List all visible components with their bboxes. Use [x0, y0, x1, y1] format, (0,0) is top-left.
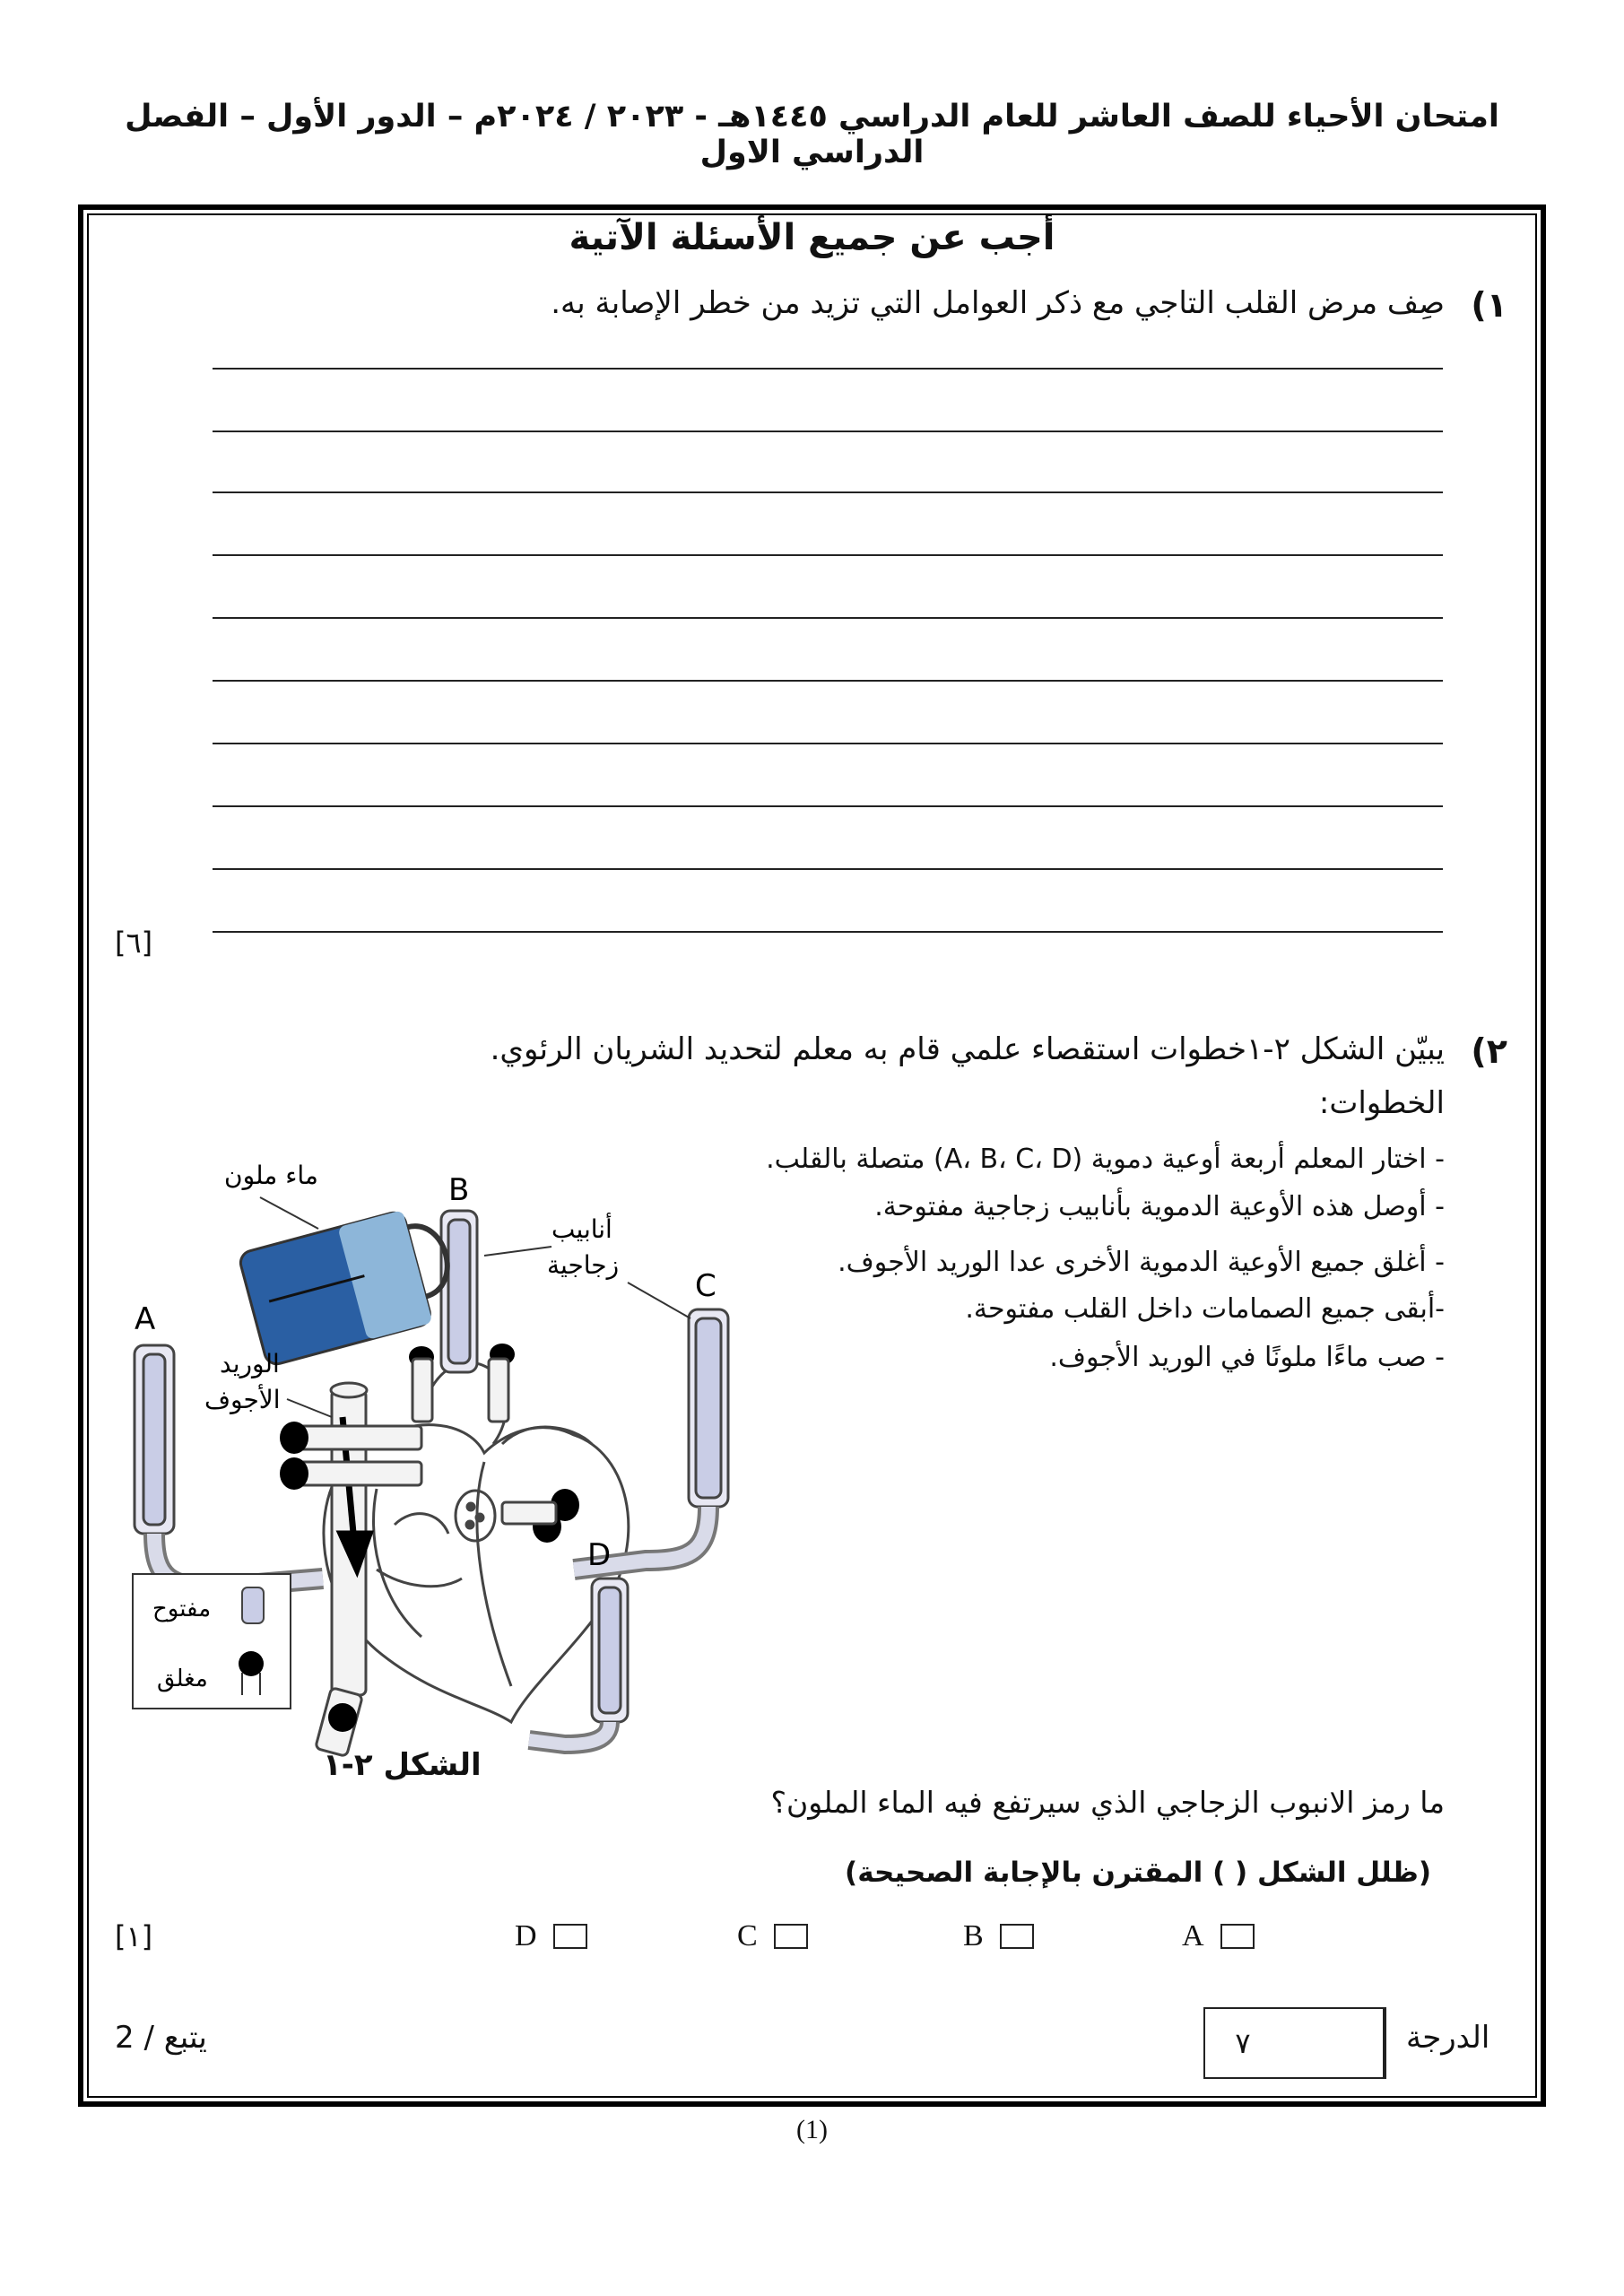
option-a[interactable] — [1182, 1919, 1255, 1953]
heart-figure — [108, 1148, 753, 1758]
question-2-text: يبيّن الشكل ٢-١خطوات استقصاء علمي قام به معلم لتحديد الشريان الرئوي. — [490, 1031, 1445, 1067]
label-a: A — [135, 1301, 156, 1337]
step-item: -أبقى جميع الصمامات داخل القلب مفتوحة. — [965, 1293, 1445, 1325]
step-item: - اختار المعلم أربعة أوعية دموية (A، B، C، D) متصلة بالقلب. — [766, 1144, 1445, 1175]
leader-line — [628, 1283, 690, 1318]
option-c-label: C — [737, 1919, 758, 1952]
grade-value: ٧ — [1235, 2026, 1251, 2060]
label-tubes-2: زجاجية — [547, 1250, 620, 1280]
closed-cap-icon — [239, 1651, 264, 1676]
label-colored-water: ماء ملون — [224, 1161, 318, 1190]
answer-line[interactable] — [213, 868, 1443, 870]
open-tube-icon — [242, 1587, 264, 1623]
answer-line[interactable] — [213, 743, 1443, 744]
instruction-text: (ظلل الشكل ( ) المقترن بالإجابة الصحيحة) — [845, 1857, 1431, 1889]
label-b: B — [448, 1172, 470, 1208]
answer-line[interactable] — [213, 368, 1443, 370]
leader-line — [484, 1247, 551, 1256]
leader-line — [260, 1197, 318, 1229]
grade-label: الدرجة — [1406, 2020, 1490, 2056]
exam-header: امتحان الأحياء للصف العاشر للعام الدراسي ١٤٤٥هـ - ٢٠٢٣ / ٢٠٢٤م – الدور الأول – الفصل الدراسي الاول — [125, 99, 1499, 170]
answer-line[interactable] — [213, 554, 1443, 556]
option-c-checkbox[interactable] — [774, 1924, 808, 1949]
option-c[interactable] — [737, 1919, 808, 1953]
leader-line — [287, 1399, 332, 1417]
option-b-label: B — [963, 1919, 984, 1952]
answer-line[interactable] — [213, 430, 1443, 432]
option-d[interactable] — [515, 1919, 587, 1953]
question-2-mark: [١] — [115, 1919, 153, 1953]
legend-open: مفتوح — [152, 1596, 212, 1622]
tube-b — [441, 1211, 477, 1372]
label-vena-2: الأجوف — [204, 1385, 281, 1414]
legend — [133, 1574, 291, 1709]
page-number: (1) — [796, 2115, 828, 2144]
question-1-text: صِف مرض القلب التاجي مع ذكر العوامل التي تزيد من خطر الإصابة به. — [551, 285, 1445, 321]
step-item: - صب ماءًا ملونًا في الوريد الأجوف. — [1049, 1342, 1445, 1373]
label-d: D — [587, 1537, 612, 1573]
option-b-checkbox[interactable] — [1000, 1924, 1034, 1949]
tube-c — [574, 1309, 728, 1570]
option-a-checkbox[interactable] — [1220, 1924, 1255, 1949]
steps-heading: الخطوات: — [1318, 1085, 1445, 1121]
label-vena-1: الوريد — [220, 1349, 280, 1378]
question-2-prompt: ما رمز الانبوب الزجاجي الذي سيرتفع فيه الماء الملون؟ — [770, 1785, 1445, 1820]
label-tubes-1: أنابيب — [551, 1214, 612, 1244]
answer-line[interactable] — [213, 617, 1443, 619]
page-title: أجب عن جميع الأسئلة الآتية — [569, 217, 1055, 258]
option-d-label: D — [515, 1919, 537, 1952]
answer-line[interactable] — [213, 491, 1443, 493]
beaker-icon — [238, 1202, 462, 1366]
answer-line[interactable] — [213, 805, 1443, 807]
option-d-checkbox[interactable] — [553, 1924, 587, 1949]
question-1-mark: [٦] — [115, 926, 153, 960]
tube-d — [529, 1578, 628, 1744]
grade-box — [1203, 2007, 1386, 2079]
step-item: - أوصل هذه الأوعية الدموية بأنابيب زجاجية مفتوحة. — [874, 1191, 1445, 1222]
option-a-label: A — [1182, 1919, 1204, 1952]
answer-line[interactable] — [213, 680, 1443, 682]
legend-closed: مغلق — [157, 1665, 208, 1692]
step-item: - أغلق جميع الأوعية الدموية الأخرى عدا الوريد الأجوف. — [838, 1247, 1445, 1278]
continue-note: يتبع / 2 — [115, 2020, 207, 2056]
question-2-number: ٢) — [1471, 1031, 1507, 1071]
answer-line[interactable] — [213, 931, 1443, 933]
figure-caption: الشكل ٢-١ — [323, 1747, 482, 1783]
answer-instruction — [845, 1857, 1431, 1889]
label-c: C — [695, 1268, 716, 1304]
option-b[interactable] — [963, 1919, 1034, 1953]
question-1-number: ١) — [1471, 285, 1507, 325]
grade-input[interactable] — [1281, 2009, 1385, 2077]
